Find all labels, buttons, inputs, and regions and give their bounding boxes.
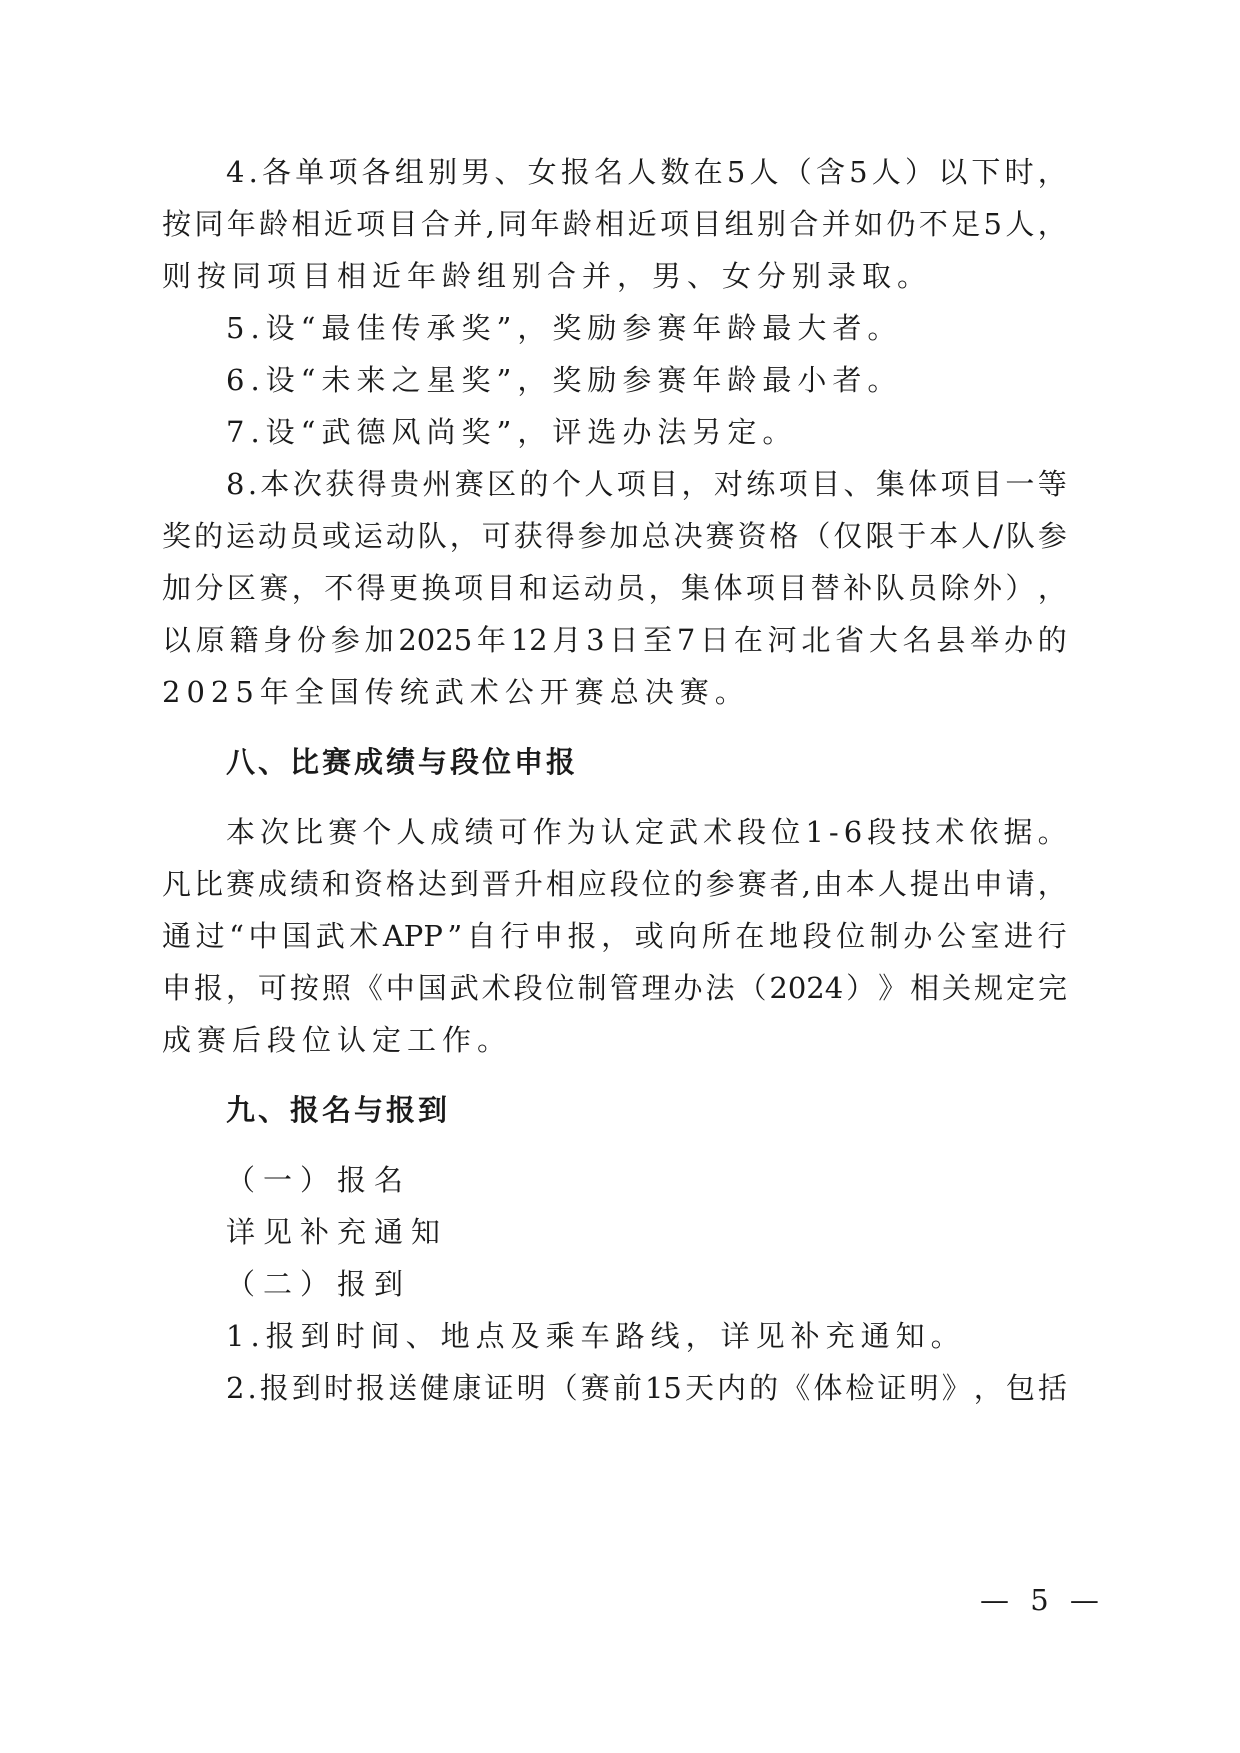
para-8-line-2: 奖 的 运 动 员 或 运 动 队 ， 可 获 得 参 加 总 决 赛 资 格 （ 仅 限 于 本 人 / 队 参 [162,519,1067,553]
para-6: 6.设“未来之星奖”，奖励参赛年龄最小者。 [226,363,903,397]
para-4-line-1: 4 . 各 单 项 各 组 别 男 、 女 报 名 人 数 在 5 人 （ 含 5 人 ） 以 下 时 ， [226,155,1067,189]
subsection-registration-title: （一）报名 [226,1163,412,1197]
para-8-line-3: 加 分 区 赛 ， 不 得 更 换 项 目 和 运 动 员 ， 集 体 项 目 替 补 队 员 除 外 ） ， [162,571,1067,605]
para-7: 7.设“武德风尚奖”，评选办法另定。 [226,415,798,449]
page-number: — 5 — [980,1583,1105,1617]
para-4-line-3: 则按同项目相近年龄组别合并，男、女分别录取。 [162,259,933,293]
para-8-line-1: 8 . 本 次 获 得 贵 州 赛 区 的 个 人 项 目 ， 对 练 项 目 、 集 体 项 目 一 等 [226,467,1067,501]
para-4-line-2: 按 同 年 龄 相 近 项 目 合 并 , 同 年 龄 相 近 项 目 组 别 合 并 如 仍 不 足 5 人 ， [162,207,1067,241]
section-8-line-3: 通 过 “ 中 国 武 术 APP ” 自 行 申 报 ， 或 向 所 在 地 段 位 制 办 公 室 进 行 [162,919,1067,953]
section-8-line-5: 成赛后段位认定工作。 [162,1023,513,1057]
section-8-line-4: 申 报 ， 可 按 照 《 中 国 武 术 段 位 制 管 理 办 法 （ 2024 ） 》 相 关 规 定 完 [162,971,1067,1005]
checkin-item-1: 1.报到时间、地点及乘车路线，详见补充通知。 [226,1319,966,1353]
checkin-item-2: 2 . 报 到 时 报 送 健 康 证 明 （ 赛 前 15 天 内 的 《 体 检 证 明 》 ， 包 括 [226,1371,1067,1405]
para-8-line-5: 2025年全国传统武术公开赛总决赛。 [162,675,750,709]
subsection-registration-text: 详见补充通知 [226,1215,449,1249]
subsection-checkin-title: （二）报到 [226,1267,412,1301]
section-8-line-1: 本 次 比 赛 个 人 成 绩 可 作 为 认 定 武 术 段 位 1 - 6 段 技 术 依 据 。 [226,815,1067,849]
section-8-heading: 八、比赛成绩与段位申报 [226,745,579,779]
section-8-line-2: 凡 比 赛 成 绩 和 资 格 达 到 晋 升 相 应 段 位 的 参 赛 者 , 由 本 人 提 出 申 请 ， [162,867,1067,901]
para-8-line-4: 以 原 籍 身 份 参 加 2025 年 12 月 3 日 至 7 日 在 河 北 省 大 名 县 举 办 的 [162,623,1067,657]
para-5: 5.设“最佳传承奖”，奖励参赛年龄最大者。 [226,311,903,345]
section-9-heading: 九、报名与报到 [226,1093,451,1127]
